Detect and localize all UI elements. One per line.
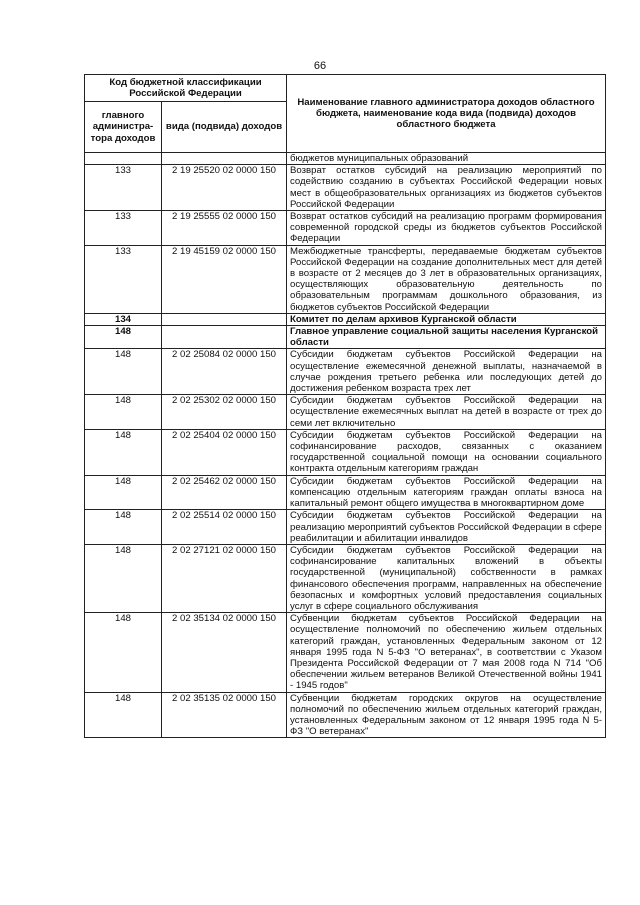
table-row [85, 613, 606, 692]
header-name-column: Наименование главного администратора доходов областного бюджета, наименование кода вида (подвида) доходов областного бюджета [287, 75, 606, 153]
table-row [85, 165, 606, 211]
row-income-code [162, 326, 287, 349]
row-income-code: 2 02 35134 02 0000 150 [162, 613, 287, 692]
row-income-code: 2 02 25302 02 0000 150 [162, 395, 287, 430]
row-name: Субвенции бюджетам субъектов Российской Федерации на осуществление полномочий по обеспечению жильем отдельных категорий граждан, установленных Федеральным законом от 12 января 1995 года N 5-ФЗ "О ветеранах", в соответствии с Указом Президента Российской Федерации от 7 мая 2008 года N 714 "Об обеспечении жильем ветеранов Великой Отечественной войны 1941 - 1945 годов" [287, 613, 606, 692]
row-admin-code: 133 [85, 245, 162, 313]
table-row [85, 211, 606, 246]
row-admin-code [85, 153, 162, 165]
row-name: Субсидии бюджетам субъектов Российской Федерации на осуществление ежемесячной денежной выплаты, назначаемой в случае рождения третьего ребенка или последующих детей до достижения ребенком возраста трех лет [287, 349, 606, 395]
table-row [85, 544, 606, 612]
table-row [85, 510, 606, 545]
row-income-code: 2 19 25520 02 0000 150 [162, 165, 287, 211]
row-admin-code: 148 [85, 613, 162, 692]
row-income-code: 2 19 45159 02 0000 150 [162, 245, 287, 313]
row-income-code: 2 02 25514 02 0000 150 [162, 510, 287, 545]
row-income-code: 2 02 25462 02 0000 150 [162, 475, 287, 510]
page-number: 66 [313, 60, 327, 72]
row-name: Субсидии бюджетам субъектов Российской Федерации на софинансирование капитальных вложений в объекты государственной (муниципальной) собственности в рамках финансового обеспечения программ, направленных на обеспечение безопасных и комфортных условий предоставления социальных услуг в сфере социального обслуживания [287, 544, 606, 612]
row-admin-code: 148 [85, 692, 162, 738]
table-row [85, 313, 606, 325]
row-name: Межбюджетные трансферты, передаваемые бюджетам субъектов Российской Федерации на создание дополнительных мест для детей в возрасте от 2 месяцев до 3 лет в образовательных организациях, осуществляющих образовательную деятельность по образовательным программам дошкольного образования, из бюджетов субъектов Российской Федерации [287, 245, 606, 313]
table-row [85, 692, 606, 738]
header-admin-column: главного администра-тора доходов [85, 102, 162, 153]
table-row [85, 475, 606, 510]
budget-classification-table [84, 74, 606, 738]
table-row [85, 349, 606, 395]
table-row [85, 326, 606, 349]
table-header [85, 75, 606, 153]
row-name: Субсидии бюджетам субъектов Российской Федерации на осуществление ежемесячных выплат на детей в возрасте от трех до семи лет включительно [287, 395, 606, 430]
row-income-code: 2 02 25404 02 0000 150 [162, 429, 287, 475]
row-name: бюджетов муниципальных образований [287, 153, 606, 165]
row-income-code [162, 153, 287, 165]
table-row [85, 153, 606, 165]
table-row [85, 395, 606, 430]
row-name: Комитет по делам архивов Курганской области [287, 313, 606, 325]
row-name: Субсидии бюджетам субъектов Российской Федерации на компенсацию отдельным категориям граждан оплаты взноса на капитальный ремонт общего имущества в многоквартирном доме [287, 475, 606, 510]
row-admin-code: 133 [85, 211, 162, 246]
row-income-code: 2 02 35135 02 0000 150 [162, 692, 287, 738]
row-name: Субсидии бюджетам субъектов Российской Федерации на реализацию мероприятий субъектов Российской Федерации в сфере реабилитации и абилитации инвалидов [287, 510, 606, 545]
row-admin-code: 148 [85, 395, 162, 430]
row-name: Субсидии бюджетам субъектов Российской Федерации на софинансирование расходов, связанных с оказанием государственной социальной помощи на основании социального контракта отдельным категориям граждан [287, 429, 606, 475]
row-admin-code: 148 [85, 475, 162, 510]
row-admin-code: 148 [85, 429, 162, 475]
row-income-code [162, 313, 287, 325]
header-kind-column: вида (подвида) доходов [162, 102, 287, 153]
row-income-code: 2 19 25555 02 0000 150 [162, 211, 287, 246]
row-admin-code: 134 [85, 313, 162, 325]
row-name: Субвенции бюджетам городских округов на осуществление полномочий по обеспечению жильем отдельных категорий граждан, установленных Федеральным законом от 12 января 1995 года N 5-ФЗ "О ветеранах" [287, 692, 606, 738]
table-body [85, 153, 606, 738]
row-admin-code: 148 [85, 326, 162, 349]
row-admin-code: 133 [85, 165, 162, 211]
row-admin-code: 148 [85, 510, 162, 545]
header-group-classification: Код бюджетной классификации Российской Федерации [85, 75, 287, 102]
table-row [85, 245, 606, 313]
table-row [85, 429, 606, 475]
row-name: Главное управление социальной защиты населения Курганской области [287, 326, 606, 349]
row-name: Возврат остатков субсидий на реализацию программ формирования современной городской среды из бюджетов субъектов Российской Федерации [287, 211, 606, 246]
row-name: Возврат остатков субсидий на реализацию мероприятий по содействию созданию в субъектах Российской Федерации новых мест в общеобразовательных организациях из бюджетов субъектов Российской Федерации [287, 165, 606, 211]
row-admin-code: 148 [85, 544, 162, 612]
row-admin-code: 148 [85, 349, 162, 395]
row-income-code: 2 02 27121 02 0000 150 [162, 544, 287, 612]
row-income-code: 2 02 25084 02 0000 150 [162, 349, 287, 395]
